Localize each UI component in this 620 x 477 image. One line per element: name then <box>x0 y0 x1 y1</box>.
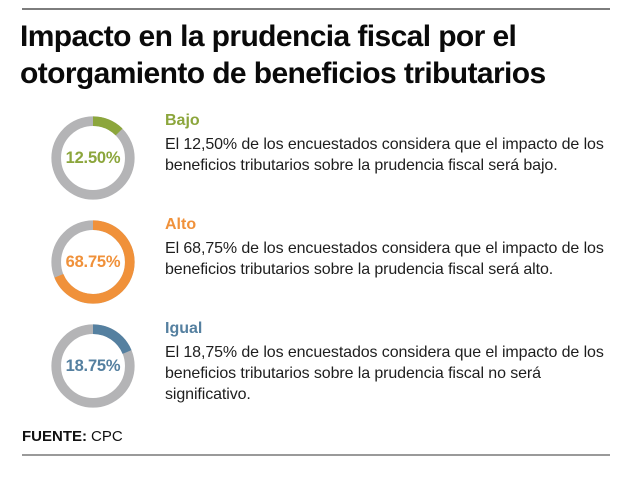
source-line <box>22 428 123 445</box>
page-title <box>20 18 600 92</box>
donut-percent-label: 18.75% <box>65 356 121 375</box>
text-cell-igual <box>165 320 610 405</box>
donut-percent-label: 12.50% <box>65 148 121 167</box>
donut-chart-bajo <box>47 112 139 204</box>
row-description-igual: El 18,75% de los encuestados considera que el impacto de los beneficios tributarios sobre la prudencia fiscal no será significativo. <box>165 344 604 403</box>
source-value: CPC <box>91 428 123 445</box>
page-title-line-1: Impacto en la prudencia fiscal por el <box>20 20 517 53</box>
text-cell-alto <box>165 216 610 280</box>
row-description-alto: El 68,75% de los encuestados considera que el impacto de los beneficios tributarios sobre la prudencia fiscal será alto. <box>165 240 604 278</box>
donut-percent-label: 68.75% <box>65 252 121 271</box>
row-igual <box>22 320 610 412</box>
row-heading-alto: Alto <box>165 216 197 233</box>
donut-cell-bajo <box>22 112 165 204</box>
donut-cell-igual <box>22 320 165 412</box>
top-rule <box>22 8 610 10</box>
row-heading-igual: Igual <box>165 320 203 337</box>
bottom-rule <box>22 454 610 456</box>
text-cell-bajo <box>165 112 610 176</box>
row-heading-bajo: Bajo <box>165 112 200 129</box>
row-description-bajo: El 12,50% de los encuestados considera que el impacto de los beneficios tributarios sobre la prudencia fiscal será bajo. <box>165 136 604 174</box>
row-alto <box>22 216 610 308</box>
chart-rows <box>22 112 610 424</box>
donut-chart-alto <box>47 216 139 308</box>
source-label: FUENTE: <box>22 428 87 445</box>
donut-chart-igual <box>47 320 139 412</box>
donut-cell-alto <box>22 216 165 308</box>
page-title-line-2: otorgamiento de beneficios tributarios <box>20 57 546 90</box>
row-bajo <box>22 112 610 204</box>
